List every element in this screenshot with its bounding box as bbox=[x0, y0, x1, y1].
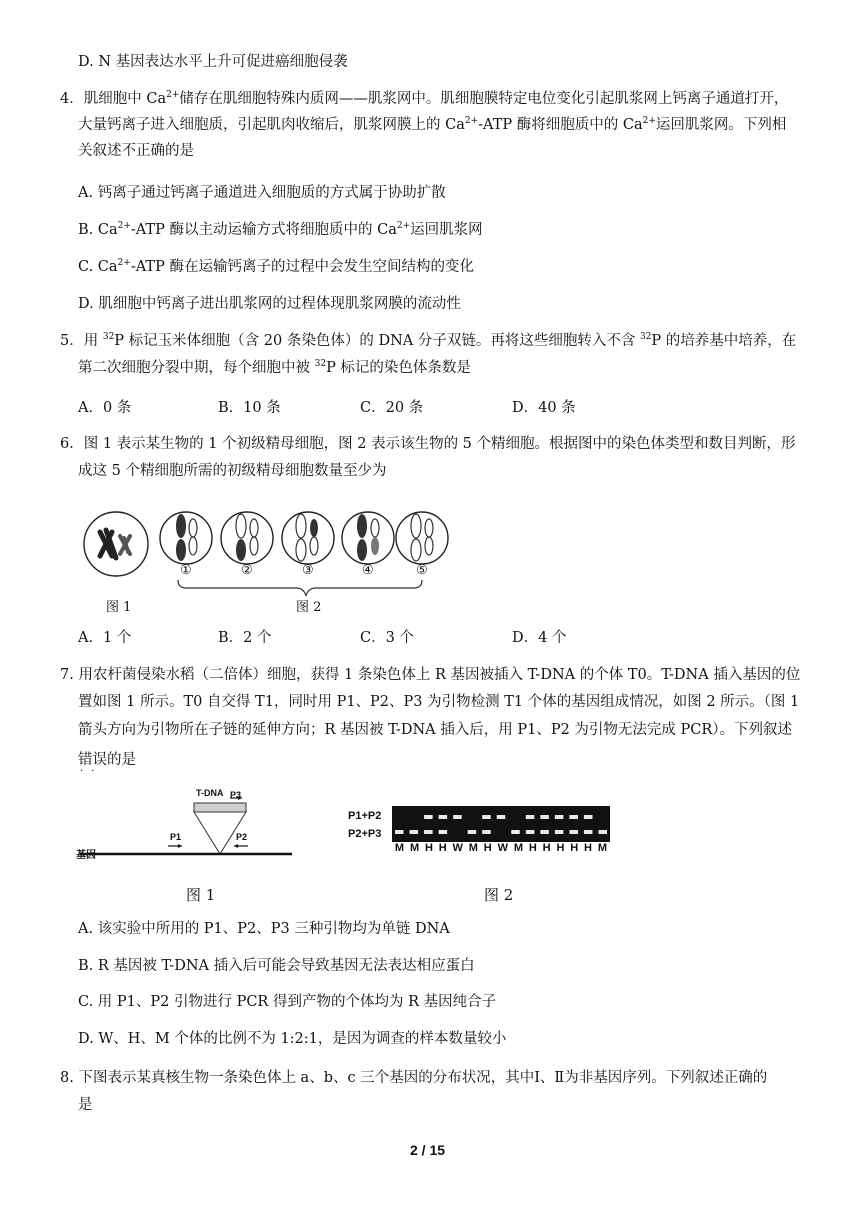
gel-lane-label: M bbox=[597, 842, 607, 854]
gel-lane-label: H bbox=[438, 842, 447, 854]
superscript: 2+ bbox=[117, 221, 131, 232]
q5-stem-line1 bbox=[60, 329, 796, 353]
gel-lane-label: H bbox=[424, 842, 433, 854]
gel-band-p2p3 bbox=[540, 830, 549, 834]
gel-band-p2p3 bbox=[410, 830, 419, 834]
q4-text: -ATP 酶在运输钙离子的过程中会发生空间结构的变化 bbox=[130, 259, 474, 275]
gel-band-p2p3 bbox=[584, 830, 593, 834]
gel-lane-label: M bbox=[394, 842, 405, 854]
tdna-label: T-DNA bbox=[196, 788, 224, 798]
gel-lane-label: H bbox=[483, 842, 492, 854]
gel-lane-label: M bbox=[468, 842, 478, 854]
emphasis-dots: ·· bbox=[80, 766, 103, 777]
gel-band-p1p2 bbox=[424, 815, 433, 819]
p1-label: P1 bbox=[170, 832, 182, 842]
gel-lane-label: W bbox=[452, 842, 463, 854]
superscript: 2+ bbox=[396, 221, 411, 232]
q4-option-c bbox=[78, 255, 474, 279]
gel-lane-label: W bbox=[497, 842, 508, 854]
q6-text: 图 1 表示某生物的 1 个初级精母细胞，图 2 表示该生物的 5 个精细胞。根据图中的染色体类型和数目判断，形 bbox=[83, 436, 796, 452]
gel-lane-label: M bbox=[513, 842, 523, 854]
q5-text: P 标记玉米体细胞（含 20 条染色体）的 DNA 分子双链。再将这些细胞转入不含 bbox=[114, 333, 640, 349]
gel-band-p1p2 bbox=[526, 815, 535, 819]
superscript: 2+ bbox=[117, 258, 131, 269]
q3-option-d: D. N 基因表达水平上升可促进癌细胞侵袭 bbox=[78, 54, 348, 70]
gel-band-p1p2 bbox=[453, 815, 462, 819]
q7-stem-line2: 置如图 1 所示。T0 自交得 T1，同时用 P1、P2、P3 为引物检测 T1 个体的基因组成情况，如图 2 所示。（图 1 bbox=[78, 694, 800, 710]
gel-lane-label: H bbox=[584, 842, 592, 854]
q7-option-d: D. W、H、M 个体的比例不为 1:2:1，是因为调查的样本数量较小 bbox=[78, 1031, 507, 1047]
cell-number-5: ⑤ bbox=[416, 563, 428, 578]
gel-band-p2p3 bbox=[482, 830, 491, 834]
figure2-cell-2 bbox=[221, 512, 273, 564]
figure2-cell-5 bbox=[396, 512, 448, 564]
superscript: 2+ bbox=[464, 116, 479, 127]
cell-number-4: ④ bbox=[362, 563, 374, 578]
q5-stem-line2 bbox=[78, 356, 471, 380]
q4-text: 运回肌浆网。下列相 bbox=[655, 117, 787, 133]
q7-stem-line1: 7. 用农杆菌侵染水稻（二倍体）细胞，获得 1 条染色体上 R 基因被插入 T-DNA 的个体 T0。T-DNA 插入基因的位 bbox=[60, 667, 801, 683]
gel-band-p1p2 bbox=[569, 815, 578, 819]
p2-label: P2 bbox=[236, 832, 248, 842]
q6-option-b: B．2 个 bbox=[218, 630, 272, 646]
q4-stem-line3: 关叙述不正确的是 bbox=[78, 143, 194, 159]
figure2-cell-3 bbox=[282, 512, 334, 564]
q7-figure1-label: 图 1 bbox=[186, 886, 216, 904]
q6-option-d: D．4 个 bbox=[512, 630, 567, 646]
q4-option-d: D. 肌细胞中钙离子进出肌浆网的过程体现肌浆网膜的流动性 bbox=[78, 296, 461, 312]
figure2-brace bbox=[178, 580, 422, 596]
cell-number-2: ② bbox=[241, 563, 253, 578]
q4-text: -ATP 酶以主动运输方式将细胞质中的 Ca bbox=[130, 222, 397, 238]
gel-band-p2p3 bbox=[424, 830, 433, 834]
q5-option-d: D．40 条 bbox=[512, 400, 576, 416]
gel-lane-label: M bbox=[409, 842, 420, 854]
gene-label: 基因 bbox=[76, 850, 96, 861]
cell-number-3: ③ bbox=[302, 563, 314, 578]
q8-stem-line1: 8. 下图表示某真核生物一条染色体上 a、b、c 三个基因的分布状况，其中Ⅰ、Ⅱ为非基因序列。下列叙述正确的 bbox=[60, 1070, 768, 1086]
q5-option-a: A．0 条 bbox=[78, 400, 132, 416]
q4-text: 运回肌浆网 bbox=[410, 222, 483, 238]
q4-stem-line2 bbox=[78, 113, 786, 137]
q4-text: -ATP 酶将细胞质中的 Ca bbox=[478, 117, 643, 133]
q6-option-a: A．1 个 bbox=[78, 630, 132, 646]
q6-stem-line1 bbox=[60, 432, 796, 456]
figure2-cell-1 bbox=[160, 512, 212, 564]
q6-figure bbox=[78, 500, 458, 618]
gel-row2-label: P2+P3 bbox=[348, 828, 382, 840]
superscript: 32 bbox=[102, 332, 115, 343]
q6-stem-line2: 成这 5 个精细胞所需的初级精母细胞数量至少为 bbox=[78, 463, 387, 479]
q5-number: 5． bbox=[60, 333, 84, 349]
q4-stem-line1 bbox=[60, 87, 788, 111]
q7-stem-line3: 箭头方向为引物所在子链的延伸方向；R 基因被 T-DNA 插入后，用 P1、P2 为引物无法完成 PCR）。下列叙述 bbox=[78, 722, 793, 738]
gel-band-p1p2 bbox=[584, 815, 593, 819]
gel-band-p2p3 bbox=[468, 830, 477, 834]
q7-figure1-diagram bbox=[74, 786, 304, 862]
gel-band-p1p2 bbox=[482, 815, 491, 819]
figure2-cell-4 bbox=[342, 512, 394, 564]
q5-text: 用 bbox=[83, 333, 103, 349]
cell-number-1: ① bbox=[180, 563, 192, 578]
q7-option-c: C. 用 P1、P2 引物进行 PCR 得到产物的个体均为 R 基因纯合子 bbox=[78, 994, 497, 1010]
gel-band-p2p3 bbox=[569, 830, 578, 834]
gel-band-p2p3 bbox=[439, 830, 448, 834]
q7-stem-line4: 错误的是 bbox=[78, 752, 136, 768]
q6-number: 6． bbox=[60, 436, 84, 452]
q4-text: C. Ca bbox=[78, 259, 118, 275]
page-number: 2 / 15 bbox=[410, 1142, 446, 1158]
q5-text: P 标记的染色体条数是 bbox=[326, 360, 471, 376]
p3-label: P3 bbox=[230, 790, 242, 800]
gel-lane-label: H bbox=[556, 842, 565, 854]
q4-number: 4． bbox=[60, 91, 84, 107]
q6-figure1-label: 图 1 bbox=[106, 600, 132, 615]
gel-lane-label: H bbox=[542, 842, 551, 854]
q5-text: P 的培养基中培养，在 bbox=[651, 333, 797, 349]
q8-stem-line2: 是 bbox=[78, 1097, 93, 1113]
q6-figure2-label: 图 2 bbox=[296, 600, 322, 615]
superscript: 32 bbox=[314, 359, 327, 370]
figure1-cell bbox=[84, 512, 148, 576]
gel-band-p2p3 bbox=[598, 830, 607, 834]
superscript: 32 bbox=[639, 332, 652, 343]
q4-text: 大量钙离子进入细胞质，引起肌肉收缩后，肌浆网膜上的 Ca bbox=[78, 117, 465, 133]
q4-text: B. Ca bbox=[78, 222, 118, 238]
gel-lane-labels bbox=[392, 842, 610, 854]
q7-option-a: A. 该实验中所用的 P1、P2、P3 三种引物均为单链 DNA bbox=[78, 921, 450, 937]
q4-text: 储存在肌细胞特殊内质网——肌浆网中。肌细胞膜特定电位变化引起肌浆网上钙离子通道打开， bbox=[179, 91, 789, 107]
gel-band-p1p2 bbox=[439, 815, 448, 819]
q7-option-b: B. R 基因被 T-DNA 插入后可能会导致基因无法表达相应蛋白 bbox=[78, 958, 475, 974]
q4-text: 肌细胞中 Ca bbox=[83, 91, 167, 107]
gel-band-p2p3 bbox=[555, 830, 564, 834]
superscript: 2+ bbox=[642, 116, 656, 127]
superscript: 2+ bbox=[166, 90, 180, 101]
gel-band-p2p3 bbox=[395, 830, 404, 834]
gel-lane-label: H bbox=[570, 842, 579, 854]
gel-band-p1p2 bbox=[540, 815, 549, 819]
gel-row1-label: P1+P2 bbox=[348, 810, 382, 822]
q4-option-b bbox=[78, 218, 483, 242]
gel-band-p1p2 bbox=[555, 815, 564, 819]
q7-gel-image bbox=[392, 806, 610, 842]
q6-option-c: C．3 个 bbox=[360, 630, 414, 646]
gel-band-p2p3 bbox=[511, 830, 520, 834]
q7-figure2-label: 图 2 bbox=[484, 886, 514, 904]
q4-option-a: A. 钙离子通过钙离子通道进入细胞质的方式属于协助扩散 bbox=[78, 185, 446, 201]
gel-band-p2p3 bbox=[526, 830, 535, 834]
q5-option-c: C．20 条 bbox=[360, 400, 424, 416]
gel-band-p1p2 bbox=[497, 815, 506, 819]
q5-option-b: B．10 条 bbox=[218, 400, 281, 416]
gel-lane-label: H bbox=[528, 842, 537, 854]
q5-text: 第二次细胞分裂中期，每个细胞中被 bbox=[78, 360, 315, 376]
